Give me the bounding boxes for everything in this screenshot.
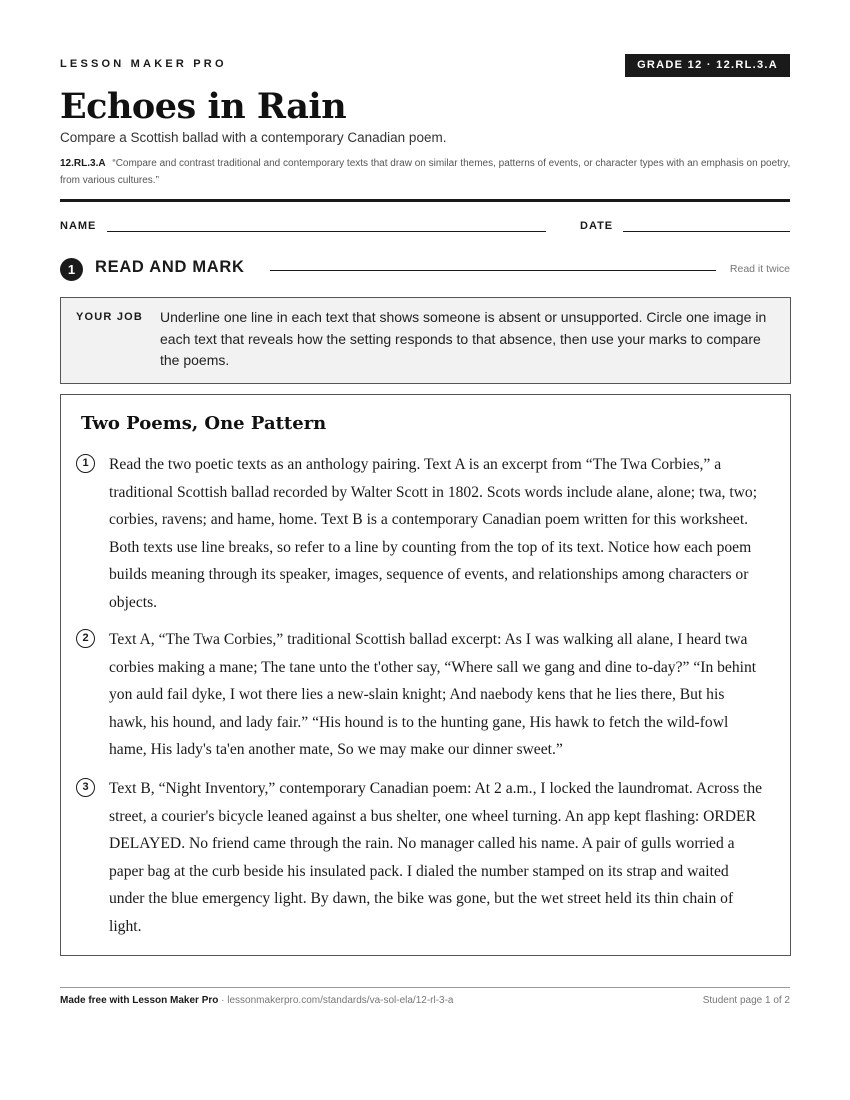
item-number: 1: [76, 454, 95, 473]
name-field[interactable]: [107, 231, 546, 232]
footer-page-number: Student page 1 of 2: [702, 995, 790, 1006]
item-text: Text B, “Night Inventory,” contemporary Canadian poem: At 2 a.m., I locked the laundromat. Across the street, a courier's bicycle leaned against a bus shelter, one wheel turning. An app kept flashing: ORDER DELAYED. No friend came through the rain. No manager called his name. A pair of gulls worried a paper bag at the curb beside his insulated pack. I dialed the number stamped on its strap and waited under the blue emergency light. By dawn, the bike was gone, but the wet street held its thin chain of light.: [109, 780, 763, 935]
grade-badge: GRADE 12 · 12.RL.3.A: [625, 54, 790, 77]
brand-name: LESSON MAKER PRO: [60, 58, 227, 70]
item-text: Text A, “The Twa Corbies,” traditional Scottish ballad excerpt: As I was walking all alane, I heard twa corbies making a mane; The tane unto the t'other say, “Where sall we gang and dine to-day?” “In behint yon auld fail dyke, I wot there lies a new-slain knight; And naebody kens that he lies there, But his hawk, his hound, and lady fair.” “His hound is to the hunting gane, His hawk to fetch the wild-fowl hame, His lady's ta'en another mate, So we may make our dinner sweet.”: [109, 631, 757, 759]
standard-text: “Compare and contrast traditional and contemporary texts that draw on similar themes, patterns of events, or character types with an emphasis on poetry, from various cultures.”: [60, 158, 791, 186]
page-subtitle: Compare a Scottish ballad with a contemporary Canadian poem.: [60, 130, 447, 145]
header-divider: [60, 199, 790, 202]
item-number: 3: [76, 778, 95, 797]
footer-url[interactable]: · lessonmakerpro.com/standards/va-sol-ela/12-rl-3-a: [218, 995, 454, 1006]
section-note: Read it twice: [729, 263, 790, 275]
footer-divider: [60, 987, 790, 988]
job-text: Underline one line in each text that shows someone is absent or unsupported. Circle one image in each text that reveals how the setting responds to that absence, then use your marks to compare the poems.: [160, 309, 767, 368]
poems-title: Two Poems, One Pattern: [81, 413, 327, 434]
section-divider: [270, 270, 716, 271]
date-label: DATE: [580, 220, 614, 232]
section-title: READ AND MARK: [95, 258, 245, 276]
standard-description: [60, 156, 795, 189]
page-title: Echoes in Rain: [60, 86, 347, 127]
job-label: YOUR JOB: [76, 311, 144, 323]
name-label: NAME: [60, 220, 97, 232]
job-box: [60, 297, 791, 384]
poems-box: [60, 394, 791, 956]
footer-brand: Made free with Lesson Maker Pro: [60, 995, 219, 1006]
footer-credit: [60, 995, 453, 1006]
item-text: Read the two poetic texts as an anthology pairing. Text A is an excerpt from “The Twa Corbies,” a traditional Scottish ballad recorded by Walter Scott in 1802. Scots words include alane, alone; twa, two; corbies, ravens; and hame, home. Text B is a contemporary Canadian poem written for this worksheet. Both texts use line breaks, so refer to a line by counting from the top of its text. Notice how each poem builds meaning through its speaker, images, sequence of events, and relationships among characters or objects.: [109, 456, 758, 611]
section-number: 1: [60, 258, 83, 281]
date-field[interactable]: [623, 231, 790, 232]
standard-code: 12.RL.3.A: [60, 158, 106, 169]
item-number: 2: [76, 629, 95, 648]
